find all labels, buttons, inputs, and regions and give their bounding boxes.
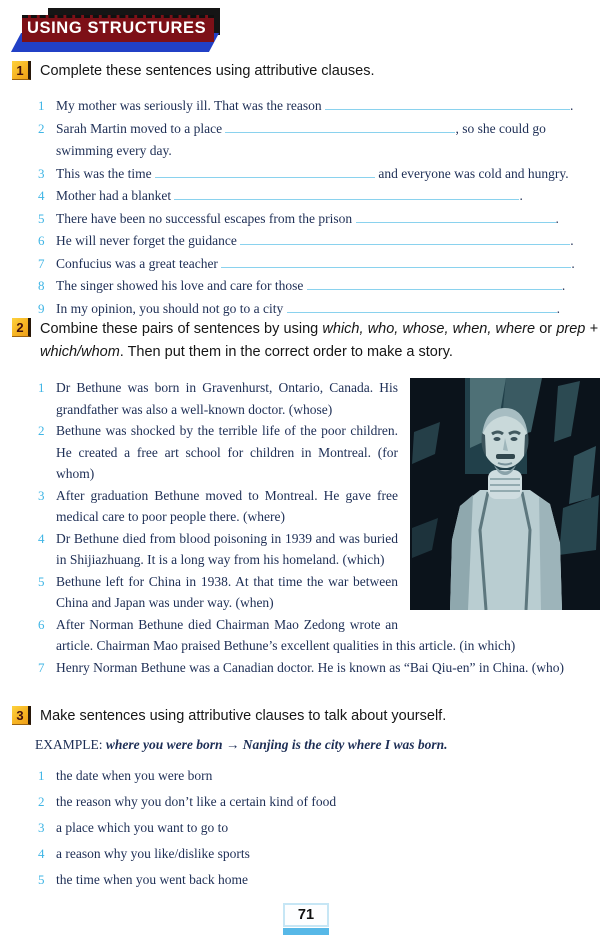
- fill-in-blank[interactable]: [174, 186, 519, 200]
- item-number: 1: [38, 98, 45, 113]
- item-number: 4: [38, 188, 45, 203]
- text-segment: prep + which/whom: [40, 321, 598, 360]
- text-segment: Confucius was a great teacher: [56, 255, 222, 271]
- text-segment: the reason why you don’t like a certain kind of food: [56, 794, 337, 809]
- item-number: 3: [38, 165, 45, 181]
- section-banner: [12, 7, 226, 55]
- exercise-3-list: [38, 765, 600, 890]
- exercise-3: [12, 706, 600, 895]
- item-number: 9: [38, 300, 45, 316]
- text-segment: The singer showed his love and care for those: [56, 278, 307, 293]
- item-number: 4: [38, 530, 45, 546]
- fill-in-blank[interactable]: [240, 231, 570, 245]
- bethune-photo: [410, 378, 600, 610]
- text-segment: There have been no successful escapes from the prison: [56, 210, 356, 226]
- fill-in-blank[interactable]: [325, 96, 570, 110]
- exercise-1-badge: 1: [12, 61, 31, 80]
- list-item: [38, 614, 600, 657]
- list-item: [38, 817, 600, 838]
- exercise-3-header: [12, 706, 600, 726]
- text-segment: EXAMPLE:: [35, 737, 106, 752]
- item-number: 8: [38, 278, 45, 293]
- list-item: [38, 843, 600, 864]
- exercise-1-header: [12, 61, 600, 81]
- exercise-3-instruction: Make sentences using attributive clauses to talk about yourself.: [40, 708, 447, 724]
- list-item: [38, 118, 600, 163]
- page-number: [283, 903, 329, 935]
- exercise-2-list: [38, 377, 600, 678]
- list-item: [38, 185, 600, 208]
- item-number: 2: [38, 423, 45, 438]
- exercise-1-list: [38, 95, 600, 320]
- item-number: 1: [38, 380, 45, 395]
- item-number: 5: [38, 872, 45, 887]
- item-number: 5: [38, 210, 45, 226]
- list-item: [38, 298, 600, 321]
- item-number: 3: [38, 487, 45, 503]
- item-number: 6: [38, 616, 45, 632]
- item-number: 5: [38, 573, 45, 589]
- text-segment: the date when you were born: [56, 768, 213, 783]
- text-segment: .: [561, 278, 566, 293]
- exercise-2: [12, 318, 600, 678]
- exercise-2-instruction: [40, 318, 600, 364]
- item-number: 3: [38, 820, 45, 835]
- list-item: [38, 765, 600, 786]
- exercise-1-instruction: Complete these sentences using attributive clauses.: [40, 63, 375, 79]
- exercise-2-header: [12, 318, 600, 364]
- text-segment: the time when you went back home: [56, 872, 248, 887]
- list-item: [38, 253, 600, 276]
- text-segment: Dr Bethune died from blood poisoning in 1939 and was buried in Shijiazhuang. It is a long way from his homeland. (which): [56, 530, 398, 567]
- bethune-photo-graphic: [410, 378, 600, 610]
- text-segment: . Then put them in the correct order to make a story.: [119, 344, 453, 360]
- item-number: 7: [38, 255, 45, 271]
- text-segment: He will never forget the guidance: [56, 233, 241, 248]
- list-item: [38, 208, 600, 231]
- text-segment: .: [569, 98, 574, 113]
- item-number: 7: [38, 659, 45, 675]
- text-segment: Combine these pairs of sentences by using: [40, 321, 323, 337]
- text-segment: or: [535, 321, 557, 337]
- fill-in-blank[interactable]: [287, 299, 557, 313]
- fill-in-blank[interactable]: [225, 119, 455, 133]
- item-number: 2: [38, 794, 45, 809]
- page-number-box: 71: [283, 903, 329, 927]
- fill-in-blank[interactable]: [356, 209, 556, 223]
- page-number-bar: [283, 928, 329, 935]
- text-segment: Henry Norman Bethune was a Canadian doctor. He is known as “Bai Qiu-en” in China. (who): [56, 659, 564, 675]
- text-segment: In my opinion, you should not go to a city: [56, 300, 287, 316]
- fill-in-blank[interactable]: [155, 164, 375, 178]
- text-segment: .: [556, 300, 560, 316]
- exercise-2-badge: 2: [12, 318, 31, 337]
- list-item: [38, 275, 600, 298]
- text-segment: .: [519, 188, 523, 203]
- text-segment: and everyone was cold and hungry.: [374, 165, 569, 181]
- text-segment: After Norman Bethune died Chairman Mao Zedong wrote an article. Chairman Mao praised Bethune’s excellent qualities in this article. (in which): [56, 616, 516, 653]
- text-segment: .: [570, 233, 574, 248]
- exercise-3-badge: 3: [12, 706, 31, 725]
- text-segment: where you were born → Nanjing is the city where I was born.: [105, 737, 448, 752]
- item-number: 2: [38, 120, 45, 136]
- list-item: [38, 869, 600, 890]
- item-number: 1: [38, 768, 45, 783]
- text-segment: Bethune was shocked by the terrible life of the poor children. He created a free art school for children in Montreal. (for whom): [56, 423, 398, 481]
- text-segment: My mother was seriously ill. That was the reason: [56, 98, 325, 113]
- list-item: [38, 657, 600, 679]
- text-segment: a reason why you like/dislike sports: [56, 846, 250, 861]
- text-segment: , so she could go swimming every day.: [56, 120, 546, 158]
- list-item: [38, 163, 600, 186]
- text-segment: Sarah Martin moved to a place: [56, 120, 226, 136]
- example-sentence: [35, 735, 600, 755]
- fill-in-blank[interactable]: [221, 254, 571, 268]
- text-segment: .: [571, 255, 575, 271]
- list-item: [38, 95, 600, 118]
- text-segment: Bethune left for China in 1938. At that time the war between China and Japan was under way. (when): [56, 573, 398, 610]
- text-segment: Dr Bethune was born in Gravenhurst, Ontario, Canada. His grandfather was also a well-known doctor. (whose): [56, 380, 398, 417]
- text-segment: After graduation Bethune moved to Montreal. He gave free medical care to poor people there. (where): [56, 487, 398, 524]
- text-segment: a place which you want to go to: [56, 820, 229, 835]
- item-number: 6: [38, 233, 45, 248]
- page-title: USING STRUCTURES: [27, 19, 207, 37]
- text-segment: This was the time: [56, 165, 155, 181]
- text-segment: which, who, whose, when, where: [322, 321, 536, 337]
- text-segment: Mother had a blanket: [56, 188, 175, 203]
- list-item: [38, 791, 600, 812]
- list-item: [38, 230, 600, 253]
- fill-in-blank[interactable]: [307, 276, 562, 290]
- text-segment: .: [555, 210, 559, 226]
- item-number: 4: [38, 846, 45, 861]
- exercise-1: [12, 61, 600, 320]
